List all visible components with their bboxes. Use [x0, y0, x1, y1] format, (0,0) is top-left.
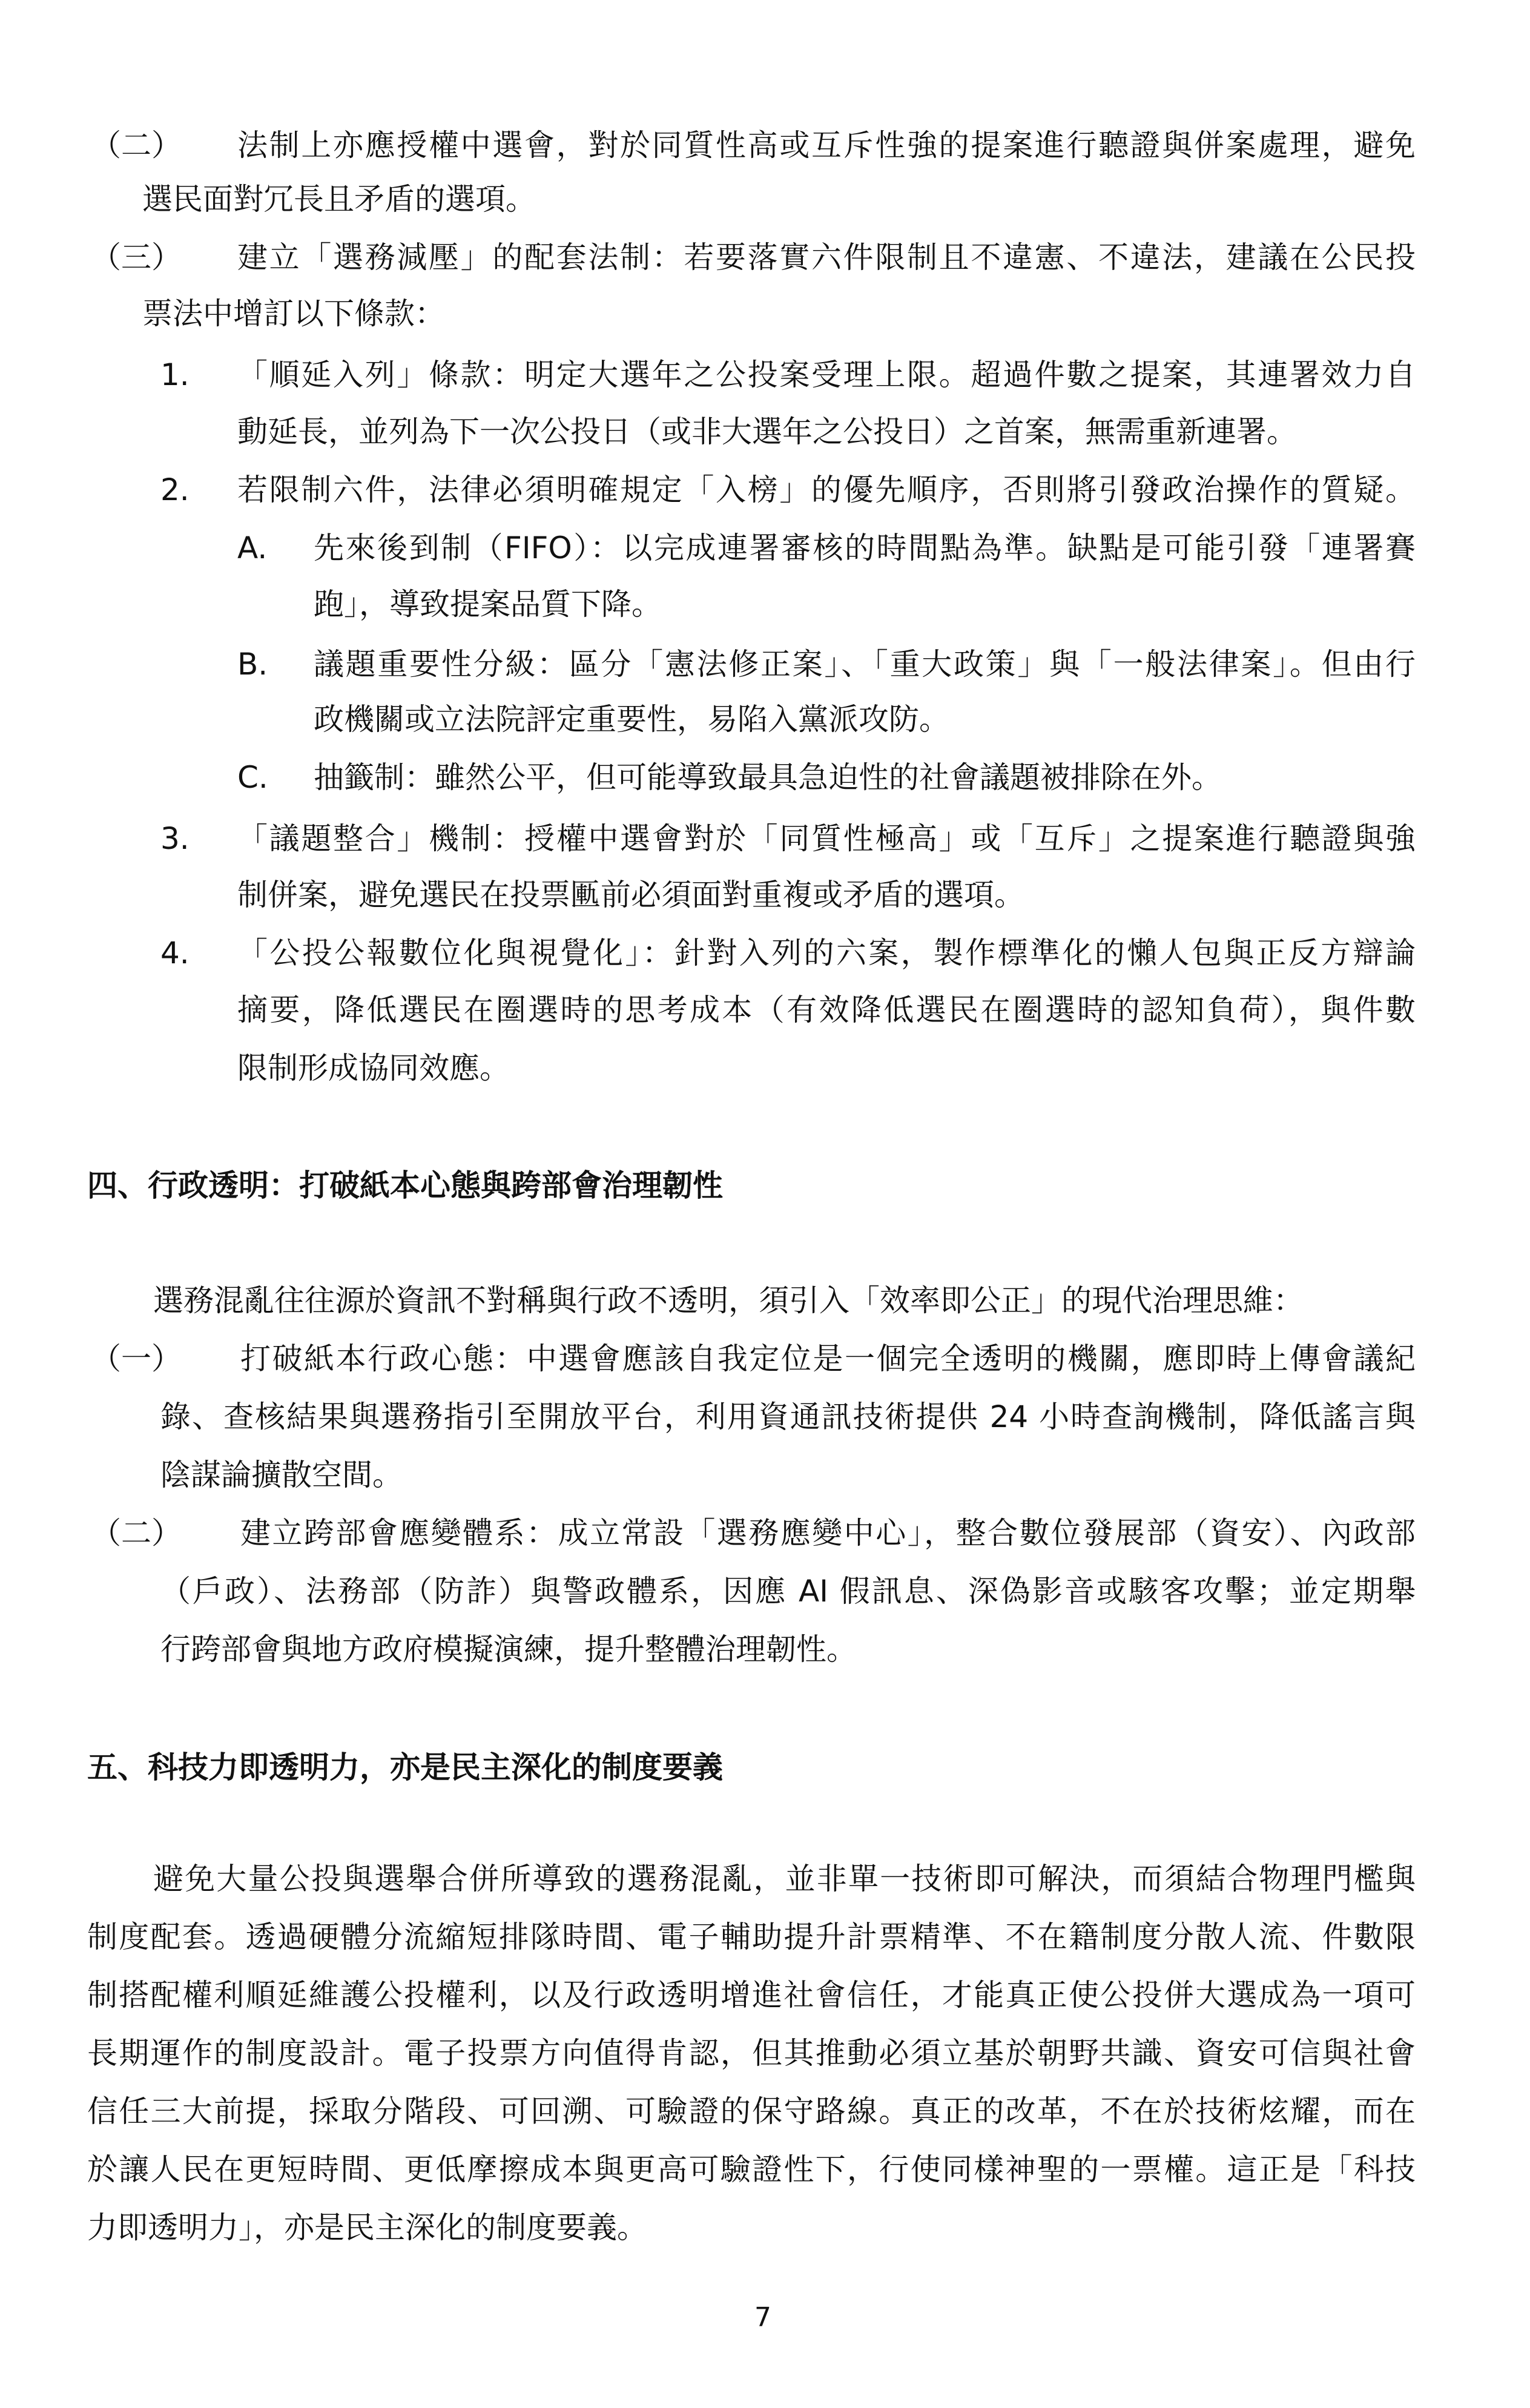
page-number: 7	[754, 2302, 771, 2333]
option-letter: B.	[237, 647, 268, 682]
paragraph-line: 制併案，避免選民在投票匭前必須面對重複或矛盾的選項。	[237, 877, 1024, 912]
paragraph-line: 建立「選務減壓」的配套法制：若要落實六件限制且不違憲、不違法，建議在公民投	[237, 240, 1416, 275]
section-heading: 五、科技力即透明力，亦是民主深化的制度要義	[87, 1750, 723, 1785]
section-heading: 四、行政透明：打破紙本心態與跨部會治理韌性	[87, 1168, 723, 1203]
paragraph-line: 「公投公報數位化與視覺化」：針對入列的六案，製作標準化的懶人包與正反方辯論	[237, 935, 1416, 971]
item-marker: （二）	[91, 1516, 182, 1551]
clause-number: 4.	[160, 935, 190, 971]
item-marker: （二）	[91, 128, 182, 163]
paragraph-line: 若限制六件，法律必須明確規定「入榜」的優先順序，否則將引發政治操作的質疑。	[237, 472, 1416, 507]
paragraph-line: 限制形成協同效應。	[237, 1051, 510, 1086]
paragraph-line: 票法中增訂以下條款：	[142, 296, 445, 331]
paragraph-line: 摘要，降低選民在圈選時的思考成本（有效降低選民在圈選時的認知負荷），與件數	[237, 992, 1416, 1028]
paragraph-line: 政機關或立法院評定重要性，易陷入黨派攻防。	[314, 702, 949, 737]
paragraph-line: 法制上亦應授權中選會，對於同質性高或互斥性強的提案進行聽證與併案處理，避免	[237, 128, 1416, 163]
paragraph-line: 避免大量公投與選舉合併所導致的選務混亂，並非單一技術即可解決，而須結合物理門檻與	[153, 1861, 1416, 1896]
paragraph-line: （戶政）、法務部（防詐）與警政體系，因應 AI 假訊息、深偽影音或駭客攻擊；並定期舉	[160, 1574, 1416, 1609]
paragraph-line: 於讓人民在更短時間、更低摩擦成本與更高可驗證性下，行使同樣神聖的一票權。這正是「科技	[87, 2152, 1416, 2187]
paragraph-line: 「議題整合」機制：授權中選會對於「同質性極高」或「互斥」之提案進行聽證與強	[237, 821, 1416, 856]
clause-number: 1.	[160, 357, 190, 392]
paragraph-line: 選民面對冗長且矛盾的選項。	[142, 182, 536, 217]
paragraph-line: 抽籤制：雖然公平，但可能導致最具急迫性的社會議題被排除在外。	[314, 760, 1222, 795]
clause-number: 2.	[160, 472, 190, 507]
paragraph-line: 力即透明力」，亦是民主深化的制度要義。	[87, 2210, 647, 2245]
option-letter: A.	[237, 530, 268, 566]
paragraph-line: 先來後到制（FIFO）：以完成連署審核的時間點為準。缺點是可能引發「連署賽	[314, 530, 1416, 566]
paragraph-line: 信任三大前提，採取分階段、可回溯、可驗證的保守路線。真正的改革，不在於技術炫耀，而在	[87, 2094, 1416, 2129]
paragraph-line: 選務混亂往往源於資訊不對稱與行政不透明，須引入「效率即公正」的現代治理思維：	[153, 1283, 1304, 1318]
item-marker: （三）	[91, 240, 182, 275]
paragraph-line: 長期運作的制度設計。電子投票方向值得肯認，但其推動必須立基於朝野共識、資安可信與社會	[87, 2036, 1416, 2071]
item-marker: （一）	[91, 1341, 182, 1376]
paragraph-line: 打破紙本行政心態：中選會應該自我定位是一個完全透明的機關，應即時上傳會議紀	[240, 1341, 1416, 1376]
paragraph-line: 陰謀論擴散空間。	[160, 1457, 403, 1493]
paragraph-line: 建立跨部會應變體系：成立常設「選務應變中心」，整合數位發展部（資安）、內政部	[240, 1516, 1416, 1551]
paragraph-line: 制搭配權利順延維護公投權利，以及行政透明增進社會信任，才能真正使公投併大選成為一項可	[87, 1978, 1416, 2013]
clause-number: 3.	[160, 821, 190, 856]
paragraph-line: 行跨部會與地方政府模擬演練，提升整體治理韌性。	[160, 1632, 857, 1667]
paragraph-line: 動延長，並列為下一次公投日（或非大選年之公投日）之首案，無需重新連署。	[237, 414, 1297, 449]
paragraph-line: 議題重要性分級：區分「憲法修正案」、「重大政策」與「一般法律案」。但由行	[314, 647, 1416, 682]
paragraph-line: 跑」，導致提案品質下降。	[314, 587, 662, 622]
paragraph-line: 錄、查核結果與選務指引至開放平台，利用資通訊技術提供 24 小時查詢機制，降低謠言與	[160, 1399, 1416, 1434]
paragraph-line: 制度配套。透過硬體分流縮短排隊時間、電子輔助提升計票精準、不在籍制度分散人流、件數限	[87, 1919, 1416, 1954]
paragraph-line: 「順延入列」條款：明定大選年之公投案受理上限。超過件數之提案，其連署效力自	[237, 357, 1416, 392]
option-letter: C.	[237, 760, 268, 795]
